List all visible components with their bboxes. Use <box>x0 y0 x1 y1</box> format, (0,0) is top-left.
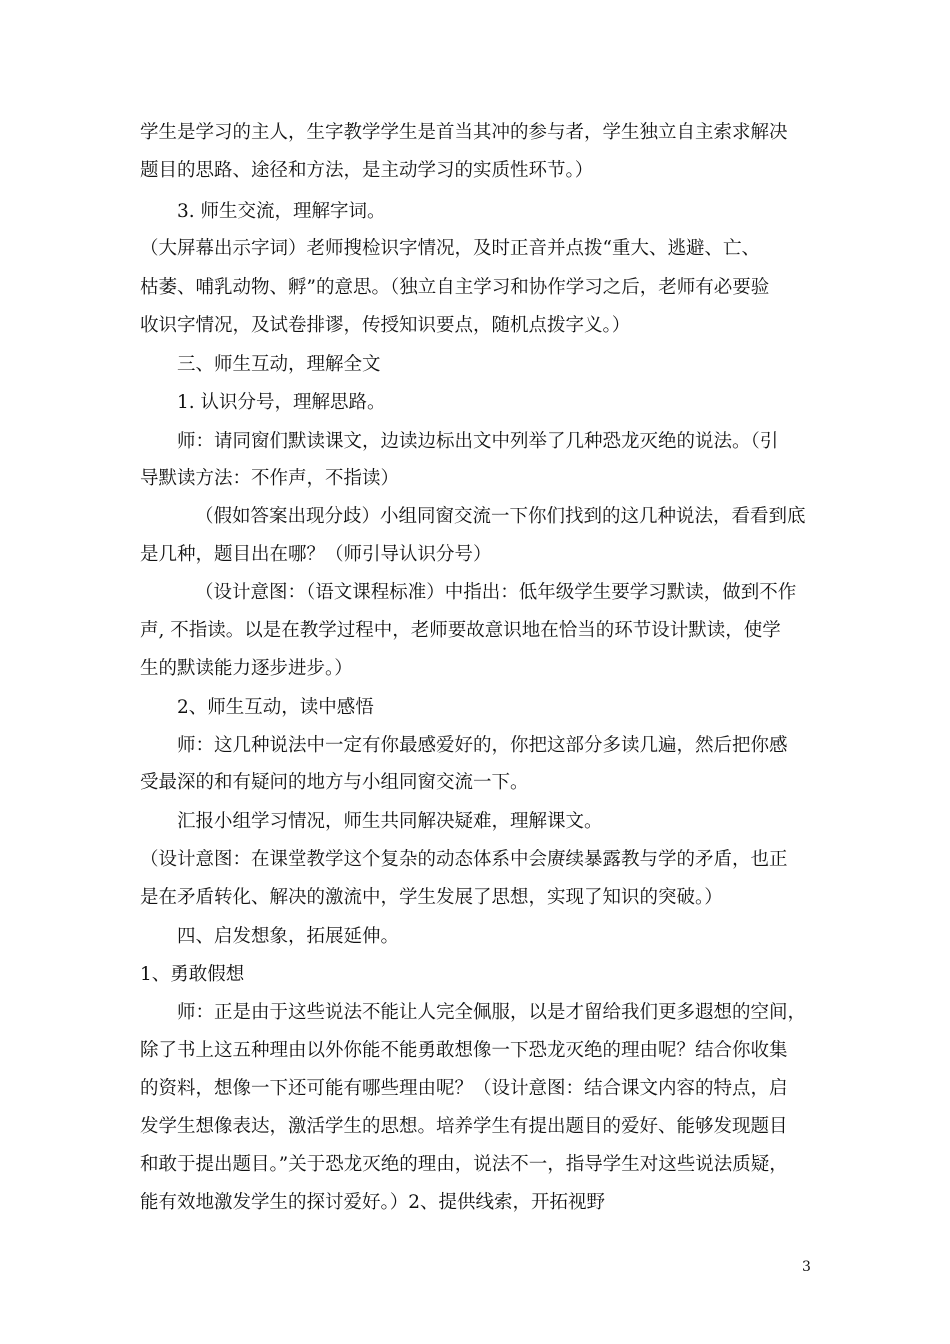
body-text-line: 师：正是由于这些说法不能让人完全佩服，以是才留给我们更多遐想的空间， <box>177 1002 807 1023</box>
body-text-line: 题目的思路、途径和方法，是主动学习的实质性环节。） <box>140 160 594 181</box>
section-heading: 1、勇敢假想 <box>140 964 245 985</box>
body-text-line: 汇报小组学习情况，师生共同解决疑难，理解课文。 <box>177 811 603 832</box>
body-text-line: 受最深的和有疑问的地方与小组同窗交流一下。 <box>140 772 529 793</box>
body-text-line: 和敢于提出题目。”关于恐龙灭绝的理由，说法不一，指导学生对这些说法质疑， <box>140 1154 788 1175</box>
body-text-line: 是在矛盾转化、解决的激流中，学生发展了思想，实现了知识的突破。） <box>140 887 723 908</box>
body-text-line: 除了书上这五种理由以外你能不能勇敢想像一下恐龙灭绝的理由呢？结合你收集 <box>140 1040 788 1061</box>
page-number: 3 <box>802 1259 811 1275</box>
body-text-line: 发学生想像表达，激活学生的思想。培养学生有提出题目的爱好、能够发现题目 <box>140 1116 788 1137</box>
section-heading: 2、师生互动，读中感悟 <box>177 697 374 718</box>
body-text-line: （假如答案出现分歧）小组同窗交流一下你们找到的这几种说法，看看到底 <box>195 506 806 527</box>
section-heading: 1. 认识分号，理解思路。 <box>177 392 386 413</box>
body-text-line: 师：这几种说法中一定有你最感爱好的，你把这部分多读几遍，然后把你感 <box>177 735 788 756</box>
body-text-line: 生的默读能力逐步进步。） <box>140 658 353 679</box>
section-heading: 三、师生互动，理解全文 <box>177 354 381 375</box>
section-heading: 3. 师生交流，理解字词。 <box>177 201 386 222</box>
body-text-line: 的资料，想像一下还可能有哪些理由呢？（设计意图：结合课文内容的特点，启 <box>140 1078 788 1099</box>
body-text-line: 收识字情况，及试卷排谬，传授知识要点，随机点拨字义。） <box>140 315 631 336</box>
body-text-line: 导默读方法：不作声，不指读） <box>140 468 400 489</box>
body-text-line: （大屏幕出示字词）老师搜检识字情况，及时正音并点拨“重大、逃避、亡、 <box>140 238 760 259</box>
body-text-line: 枯萎、哺乳动物、孵”的意思。（独立自主学习和协作学习之后，老师有必要验 <box>140 277 770 298</box>
body-text-line: 师：请同窗们默读课文，边读边标出文中列举了几种恐龙灭绝的说法。（引 <box>177 431 779 452</box>
body-text-line: 是几种，题目出在哪？（师引导认识分号） <box>140 544 492 565</box>
section-heading: 四、启发想象，拓展延伸。 <box>177 926 400 947</box>
body-text-line: 能有效地激发学生的探讨爱好。）2、提供线索，开拓视野 <box>140 1192 606 1213</box>
body-text-line: （设计意图：在课堂教学这个复杂的动态体系中会赓续暴露教与学的矛盾，也正 <box>140 849 788 870</box>
body-text-line: （设计意图：（语文课程标准）中指出：低年级学生要学习默读，做到不作 <box>195 582 797 603</box>
body-text-line: 学生是学习的主人，生字教学学生是首当其冲的参与者，学生独立自主索求解决 <box>140 122 788 143</box>
body-text-line: 声, 不指读。以是在教学过程中，老师要故意识地在恰当的环节设计默读，使学 <box>140 620 781 641</box>
